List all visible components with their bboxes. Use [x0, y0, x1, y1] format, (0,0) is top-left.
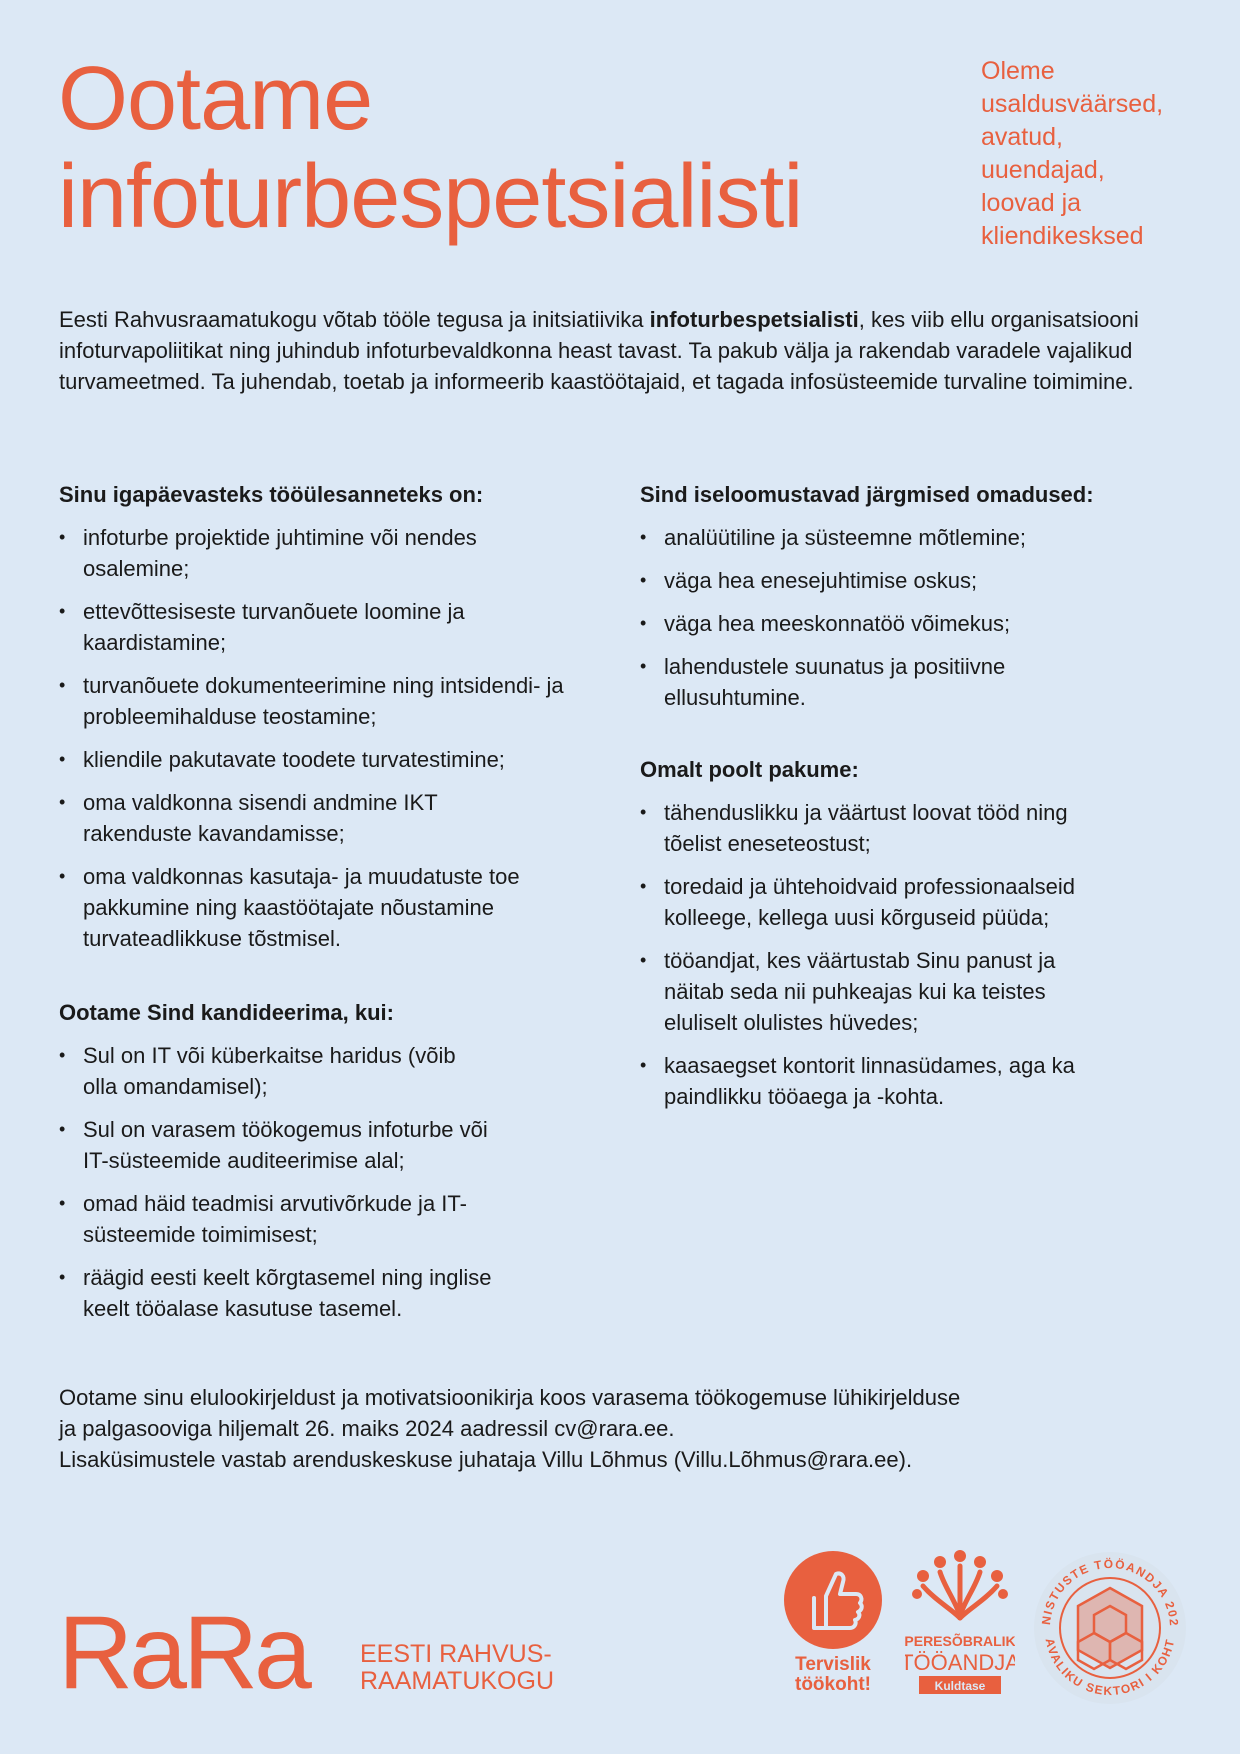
page-title	[58, 50, 802, 246]
values-statement	[981, 55, 1163, 253]
closing-line: Ootame sinu elulookirjeldust ja motivatsioonikirja koos varasema töökogemuse lühikirjelduse	[59, 1385, 961, 1410]
list-item: • omad häid teadmisi arvutivõrkude ja IT-süsteemide toimimisest;	[59, 1188, 479, 1250]
closing-line: Lisaküsimustele vastab arenduskeskuse juhataja Villu Lõhmus (Villu.Lõhmus@rara.ee).	[59, 1447, 913, 1472]
rara-logo	[58, 1612, 348, 1698]
values-line: loovad ja	[981, 189, 1082, 217]
list-item: • analüütiline ja süsteemne mõtlemine;	[640, 522, 1170, 553]
list-item: • kaasaegset kontorit linnasüdames, aga ka paindlikku tööaega ja -kohta.	[640, 1050, 1110, 1112]
intro-paragraph	[59, 304, 1179, 397]
traits-list	[640, 522, 1170, 713]
badge2-line2: TÖÖANDJA	[905, 1650, 1015, 1675]
closing-line: ja palgasooviga hiljemalt 26. maiks 2024 aadressil cv@rara.ee.	[59, 1416, 675, 1441]
list-item: • oma valdkonna sisendi andmine IKT rakenduste kavandamisse;	[59, 787, 459, 849]
closing-paragraph	[59, 1382, 1199, 1475]
list-item: • kliendile pakutavate toodete turvatestimine;	[59, 744, 589, 775]
badge2-line3: Kuldtase	[934, 1679, 986, 1693]
list-item: • infoturbe projektide juhtimine või nendes osalemine;	[59, 522, 529, 584]
healthy-workplace-badge	[778, 1548, 888, 1698]
intro-job-title: infoturbespetsialisti	[649, 307, 859, 332]
list-item: • toredaid ja ühtehoidvaid professionaalseid kolleege, kellega uusi kõrguseid püüda;	[640, 871, 1120, 933]
title-line-2: infoturbespetsialisti	[58, 147, 803, 247]
values-line: kliendikesksed	[981, 222, 1144, 250]
badge1-line1: Tervislik	[795, 1654, 871, 1675]
list-item: • väga hea meeskonnatöö võimekus;	[640, 608, 1170, 639]
intro-text-start: Eesti Rahvusraamatukogu võtab tööle tegusa ja initsiatiivika	[59, 307, 650, 332]
badge3-bottom-text: AVALIKU SEKTORI I KOHT	[1042, 1636, 1178, 1699]
tasks-list	[59, 522, 589, 954]
title-line-1: Ootame	[58, 49, 373, 149]
rara-logo-mark	[58, 1612, 348, 1698]
traits-heading: Sind iseloomustavad järgmised omadused:	[640, 482, 1094, 507]
list-item: • tööandjat, kes väärtustab Sinu panust ja näitab seda nii puhkeajas kui ka teistes eluliselt olulistes hüvedes;	[640, 945, 1110, 1038]
intro-text-end: , kes viib ellu organisatsiooni infoturvapoliitikat ning juhindub infoturbevaldkonna heast tavast. Ta pakub välja ja rakendab varadele vajalikud turvameetmed. Ta juhendab, toetab ja informeerib kaastöötajaid, et tagada infosüsteemide turvaline toimimine.	[59, 307, 1139, 394]
values-line: Oleme	[981, 57, 1055, 85]
offer-heading: Omalt poolt pakume:	[640, 757, 859, 782]
rara-logo-text: RaRa	[58, 1612, 308, 1698]
list-item: • lahendustele suunatus ja positiivne ellusuhtumine.	[640, 651, 1080, 713]
list-item: • ettevõttesiseste turvanõuete loomine ja kaardistamine;	[59, 596, 499, 658]
requirements-list	[59, 1040, 589, 1324]
list-item: • Sul on IT või küberkaitse haridus (võib olla omandamisel);	[59, 1040, 479, 1102]
list-item: • tähenduslikku ja väärtust loovat tööd ning tõelist eneseteostust;	[640, 797, 1080, 859]
family-friendly-employer-badge	[905, 1548, 1015, 1698]
list-item: • väga hea enesejuhtimise oskus;	[640, 565, 1170, 596]
values-line: avatud,	[981, 123, 1064, 151]
list-item: • räägid eesti keelt kõrgtasemel ning inglise keelt tööalase kasutuse tasemel.	[59, 1262, 539, 1324]
values-line: usaldusväärsed,	[981, 90, 1164, 118]
list-item: • Sul on varasem töökogemus infoturbe või IT-süsteemide auditeerimise alal;	[59, 1114, 509, 1176]
badge2-line1: PERESÕBRALIK	[905, 1633, 1015, 1649]
requirements-heading: Ootame Sind kandideerima, kui:	[59, 1000, 394, 1025]
left-column	[59, 480, 589, 1336]
logo-sub-line: EESTI RAHVUS-	[360, 1640, 552, 1668]
badge1-line2: töökoht!	[795, 1674, 871, 1695]
list-item: • oma valdkonnas kasutaja- ja muudatuste toe pakkumine ning kaastöötajate nõustamine turvateadlikkuse tõstmisel.	[59, 861, 539, 954]
dream-employer-badge	[1030, 1548, 1190, 1708]
rara-logo-subtitle	[360, 1641, 554, 1695]
values-line: uuendajad,	[981, 156, 1105, 184]
badge3-top-text: NISTUSTE TÖÖANDJA 202	[1038, 1556, 1182, 1628]
right-column	[640, 480, 1170, 1124]
offer-list	[640, 797, 1170, 1112]
logo-sub-line: RAAMATUKOGU	[360, 1667, 554, 1695]
list-item: • turvanõuete dokumenteerimine ning intsidendi- ja probleemihalduse teostamine;	[59, 670, 589, 732]
tasks-heading: Sinu igapäevasteks tööülesanneteks on:	[59, 482, 484, 507]
